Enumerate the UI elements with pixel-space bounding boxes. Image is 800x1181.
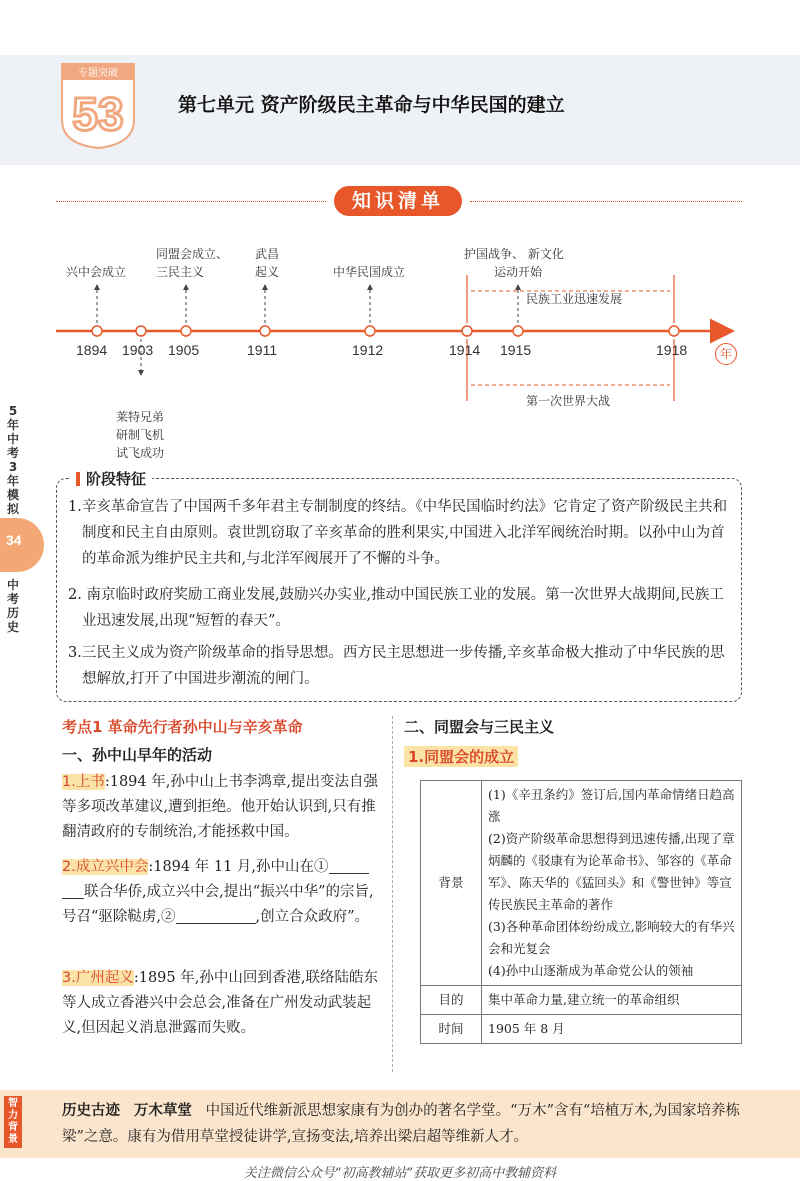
year-1903: 1903 <box>122 342 154 358</box>
logo-number: 53 <box>72 88 124 140</box>
blank-1[interactable] <box>329 857 369 874</box>
label-background: 背景 <box>421 781 482 986</box>
blank-2[interactable] <box>176 907 256 924</box>
event-1903-line2: 研制飞机 <box>116 428 165 442</box>
background-info-tag: 智力背景 <box>4 1096 22 1148</box>
year-1905: 1905 <box>168 342 200 358</box>
stage-point-2: 2. 南京临时政府奖励工商业发展,鼓励兴办实业,推动中国民族工业的发展。第一次世界大战期间,民族工业迅速发展,出现“短暂的春天”。 <box>68 587 724 629</box>
stage-features-title: 阶段特征 <box>70 468 152 489</box>
item-xingzhonghui-text-c: ,创立合众政府”。 <box>255 909 370 925</box>
event-1915-line1: 护国战争、 新文化 <box>464 247 564 261</box>
year-1911: 1911 <box>247 342 278 358</box>
side-book-title: 5年中考3年模拟 <box>6 404 19 516</box>
subheading-founding: 1.同盟会的成立 <box>404 746 518 767</box>
event-1911-line2: 起义 <box>255 265 280 279</box>
historic-site-title: 历史古迹 <box>62 1103 120 1119</box>
node-1914 <box>462 326 472 336</box>
year-1912: 1912 <box>352 342 384 358</box>
node-1905 <box>181 326 191 336</box>
background-1: (1)《辛丑条约》签订后,国内革命情绪日趋高涨 <box>482 781 742 829</box>
background-3: (3)各种革命团体纷纷成立,影响较大的有华兴会和光复会 <box>482 916 742 960</box>
item-petition-keyword: 1.上书 <box>62 774 105 790</box>
node-1915 <box>513 326 523 336</box>
label-goal: 目的 <box>421 986 482 1015</box>
event-1894: 兴中会成立 <box>66 265 127 279</box>
event-1915-line2: 运动开始 <box>494 265 543 279</box>
background-2: (2)资产阶级革命思想得到迅速传播,出现了章炳麟的《驳康有为论革命书》、邹容的《革命军》、陈天华的《猛回头》和《警世钟》等宣传民族民主革命的著作 <box>482 828 742 916</box>
item-guangzhou-uprising <box>62 966 380 1041</box>
logo-top-text: 专题突破 <box>78 68 118 79</box>
section-divider-left <box>56 201 326 202</box>
label-time: 时间 <box>421 1015 482 1044</box>
node-1894 <box>92 326 102 336</box>
table-row <box>421 986 742 1015</box>
year-1918: 1918 <box>656 342 688 358</box>
year-1894: 1894 <box>76 342 108 358</box>
exam-point-title: 考点1 革命先行者孙中山与辛亥革命 <box>62 718 303 736</box>
year-1914: 1914 <box>449 342 481 358</box>
logo-53-icon <box>58 58 138 150</box>
historic-site-text: 中国近代维新派思想家康有为创办的著名学堂。“万木”含有“培植万木,为国家培养栋梁”之意。康有为借用草堂授徒讲学,宣扬变法,培养出梁启超等维新人才。 <box>62 1103 741 1145</box>
stage-point-3: 3.三民主义成为资产阶级革命的指导思想。西方民主思想进一步传播,辛亥革命极大推动了中华民族的思想解放,打开了中国进步潮流的闸门。 <box>68 645 725 687</box>
footer-notice: 关注微信公众号“初高教辅站”获取更多初高中教辅资料 <box>243 1166 557 1181</box>
section-divider-right <box>470 201 742 202</box>
unit-title: 第七单元 资产阶级民主革命与中华民国的建立 <box>178 94 565 116</box>
section-badge: 知识清单 <box>334 186 462 216</box>
node-1918 <box>669 326 679 336</box>
blank-1-continued[interactable] <box>62 882 84 899</box>
column-divider <box>392 716 393 1072</box>
event-1912: 中华民国成立 <box>333 265 406 279</box>
item-xingzhonghui-text-b: 联合华侨,成立兴中会,提出“振兴中华”的宗旨,号召“驱除鞑虏,② <box>62 884 374 925</box>
item-guangzhou-text: :1895 年,孙中山回到香港,联络陆皓东等人成立香港兴中会总会,准备在广州发动武装起义,但因起义消息泄露而失败。 <box>62 970 378 1036</box>
event-1905-line2: 三民主义 <box>156 265 205 279</box>
node-1911 <box>260 326 270 336</box>
span-ww1-label: 第一次世界大战 <box>526 394 611 408</box>
heading-early-activities: 一、孙中山早年的活动 <box>62 746 213 764</box>
historic-site-name: 万木草堂 <box>133 1103 192 1119</box>
item-guangzhou-keyword: 3.广州起义 <box>62 970 134 986</box>
table-row <box>421 781 742 829</box>
year-unit-badge: 年 <box>715 343 737 365</box>
event-1903-line1: 莱特兄弟 <box>116 410 165 424</box>
event-1905-line1: 同盟会成立、 <box>156 247 229 261</box>
tongmenghui-table <box>420 780 742 1044</box>
item-xingzhonghui-keyword: 2.成立兴中会 <box>62 859 149 875</box>
stage-point-1: 1.辛亥革命宣告了中国两千多年君主专制制度的终结。《中华民国临时约法》它肯定了资产阶级民主共和制度和民主自由原则。袁世凯窃取了辛亥革命的胜利果实,中国进入北洋军阀统治时期。以孙中山为首的革命派为维护民主共和,与北洋军阀展开了不懈的斗争。 <box>68 499 728 567</box>
historic-site-note <box>62 1098 752 1150</box>
goal-value: 集中革命力量,建立统一的革命组织 <box>482 986 742 1015</box>
span-industry-label: 民族工业迅速发展 <box>526 292 623 306</box>
item-xingzhonghui <box>62 855 380 930</box>
event-1911-line1: 武昌 <box>255 247 280 261</box>
item-xingzhonghui-text-a: :1894 年 11 月,孙中山在① <box>148 859 329 875</box>
page-number: 34 <box>6 532 22 548</box>
time-value: 1905 年 8 月 <box>482 1015 742 1044</box>
item-petition <box>62 770 380 845</box>
node-1903 <box>136 326 146 336</box>
heading-tongmenghui: 二、同盟会与三民主义 <box>404 718 555 736</box>
year-1915: 1915 <box>500 342 532 358</box>
background-4: (4)孙中山逐渐成为革命党公认的领袖 <box>482 960 742 986</box>
node-1912 <box>365 326 375 336</box>
item-petition-text: :1894 年,孙中山上书李鸿章,提出变法自强等多项改革建议,遭到拒绝。他开始认识到,只有推翻清政府的专制统治,才能拯救中国。 <box>62 774 378 840</box>
side-subject: 中考历史 <box>6 578 19 634</box>
event-1903-line3: 试飞成功 <box>116 446 165 460</box>
table-row <box>421 1015 742 1044</box>
